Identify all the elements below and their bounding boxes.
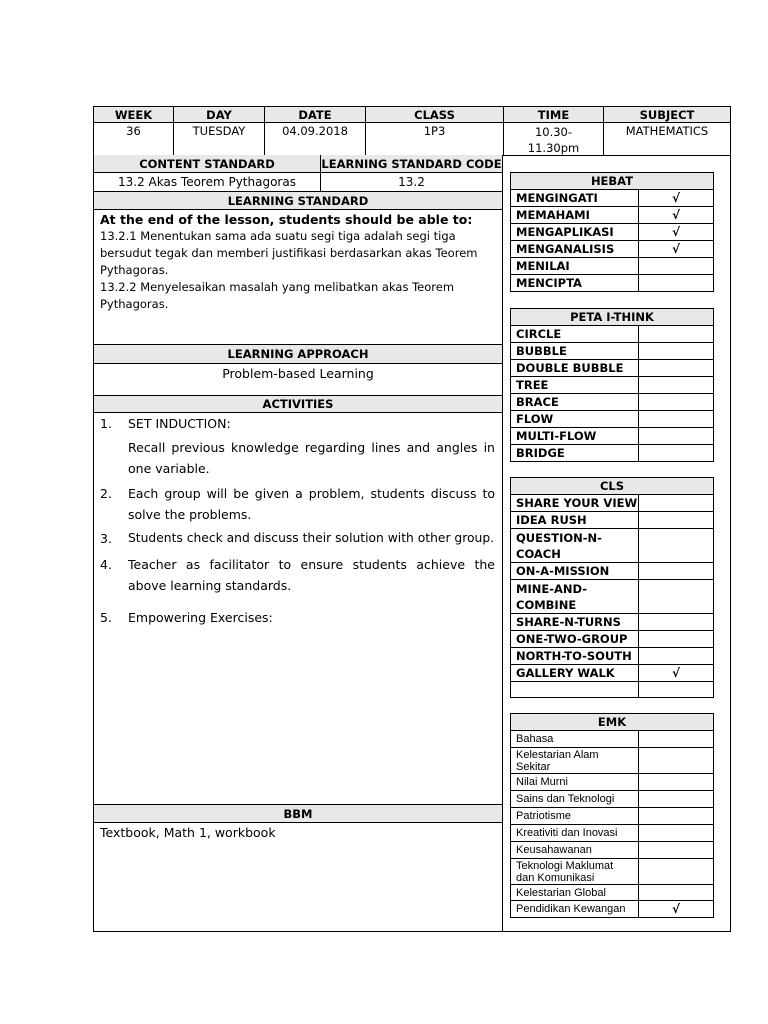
cls-row: NORTH-TO-SOUTH: [511, 648, 713, 665]
activities-body: 1. SET INDUCTION: Recall previous knowledge regarding lines and angles in one variable. 2. Each group will be given a problem, students discuss to solve the problems. 3. Students check and discuss their solution with other group. 4. Teacher as facilitator to ensure students achieve the above learning standards. 5. Empowering Exercises:: [100, 416, 495, 625]
cls-row: GALLERY WALK √: [511, 665, 713, 682]
learning-standard-code-header: LEARNING STANDARD CODE: [321, 155, 502, 173]
time-value: 10.30- 11.30pm: [504, 123, 604, 155]
hebat-row: MEMAHAMI √: [511, 207, 713, 224]
learning-standard-item: 13.2.2 Menyelesaikan masalah yang melibatkan akas Teorem Pythagoras.: [100, 280, 455, 311]
hebat-row: MENGAPLIKASI √: [511, 224, 713, 241]
cls-row: SHARE YOUR VIEW: [511, 495, 713, 512]
column-divider: [502, 155, 503, 931]
cls-row: IDEA RUSH: [511, 512, 713, 529]
peta-table: [510, 308, 714, 462]
peta-row: MULTI-FLOW: [511, 428, 713, 445]
emk-row: Nilai Murni: [511, 774, 713, 791]
bbm-header: BBM: [94, 804, 502, 823]
content-standard-value: 13.2 Akas Teorem Pythagoras: [94, 173, 321, 192]
peta-header: PETA I-THINK: [511, 309, 713, 326]
peta-row: BUBBLE: [511, 343, 713, 360]
peta-rows: [511, 326, 713, 461]
emk-table: [510, 713, 714, 918]
activities-header: ACTIVITIES: [94, 396, 502, 413]
content-standard-header: CONTENT STANDARD: [94, 155, 321, 173]
subject-value: MATHEMATICS: [625, 124, 709, 138]
hebat-row: MENILAI: [511, 258, 713, 275]
emk-row: Keusahawanan: [511, 842, 713, 859]
emk-rows: [511, 731, 713, 917]
header-table: [93, 106, 731, 156]
emk-row: Pendidikan Kewangan √: [511, 901, 713, 917]
emk-row: Kreativiti dan Inovasi: [511, 825, 713, 842]
learning-standard-body: [94, 210, 502, 345]
cls-row: ONE-TWO-GROUP: [511, 631, 713, 648]
cls-rows: [511, 495, 713, 697]
peta-row: BRACE: [511, 394, 713, 411]
cls-row: SHARE-N-TURNS: [511, 614, 713, 631]
hebat-rows: [511, 190, 713, 291]
cls-header: CLS: [511, 478, 713, 495]
cls-row: [511, 682, 713, 697]
hebat-row: MENCIPTA: [511, 275, 713, 291]
emk-row: Sains dan Teknologi: [511, 791, 713, 808]
bbm-value: Textbook, Math 1, workbook: [100, 825, 276, 840]
hebat-row: MENGINGATI √: [511, 190, 713, 207]
hebat-header: HEBAT: [511, 173, 713, 190]
emk-row: Kelestarian Alam Sekitar: [511, 748, 713, 774]
learning-standard-item: 13.2.1 Menentukan sama ada suatu segi tiga adalah segi tiga bersudut tegak dan memberi justifikasi berdasarkan akas Teorem Pythagoras.: [100, 229, 478, 277]
peta-row: CIRCLE: [511, 326, 713, 343]
peta-row: BRIDGE: [511, 445, 713, 461]
day-value: TUESDAY: [174, 123, 265, 155]
peta-row: TREE: [511, 377, 713, 394]
cls-row: QUESTION-N- COACH: [511, 529, 713, 563]
learning-standard-intro: At the end of the lesson, students should be able to:: [100, 212, 473, 227]
header-day: DAY: [174, 107, 265, 122]
class-value: 1P3: [366, 123, 504, 155]
cls-row: ON-A-MISSION: [511, 563, 713, 580]
week-value: 36: [94, 123, 174, 155]
emk-row: Patriotisme: [511, 808, 713, 825]
learning-standard-code-value: 13.2: [321, 173, 502, 192]
hebat-table: [510, 172, 714, 292]
hebat-row: MENGANALISIS √: [511, 241, 713, 258]
emk-header: EMK: [511, 714, 713, 731]
date-value: 04.09.2018: [265, 123, 366, 155]
emk-row: Kelestarian Global: [511, 885, 713, 901]
emk-row: Bahasa: [511, 731, 713, 748]
learning-approach-value: Problem-based Learning: [94, 364, 502, 396]
header-row: [94, 107, 730, 123]
header-week: WEEK: [94, 107, 174, 122]
learning-approach-header: LEARNING APPROACH: [94, 344, 502, 364]
cls-row: MINE-AND- COMBINE: [511, 580, 713, 614]
emk-row: Teknologi Maklumat dan Komunikasi: [511, 859, 713, 885]
header-class: CLASS: [366, 107, 504, 122]
header-date: DATE: [265, 107, 366, 122]
learning-standard-header: LEARNING STANDARD: [94, 192, 502, 210]
peta-row: FLOW: [511, 411, 713, 428]
header-subject: SUBJECT: [639, 107, 695, 122]
cls-table: [510, 477, 714, 698]
header-time: TIME: [504, 107, 604, 122]
peta-row: DOUBLE BUBBLE: [511, 360, 713, 377]
